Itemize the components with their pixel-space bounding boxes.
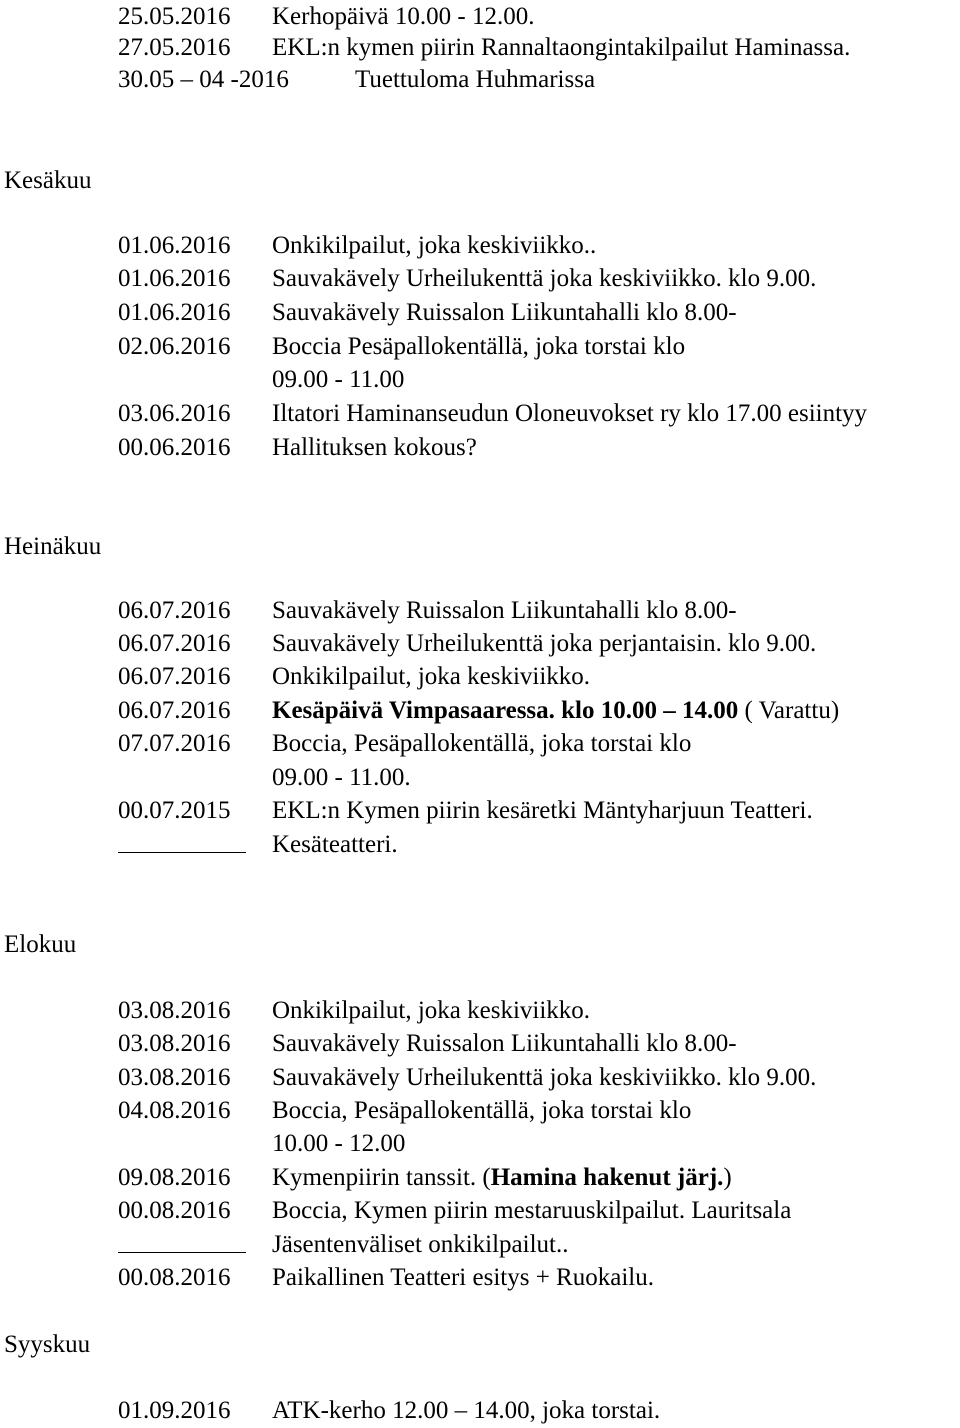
event-text-start: Kymenpiirin tanssit. ( bbox=[272, 1164, 491, 1191]
event-text: Kerhopäivä 10.00 - 12.00. bbox=[272, 3, 535, 30]
event-text: Iltatori Haminanseudun Oloneuvokset ry klo 17.00 esiintyy bbox=[272, 400, 868, 427]
event-text: Onkikilpailut, joka keskiviikko. bbox=[272, 663, 591, 690]
event-text: Kesäteatteri. bbox=[272, 831, 398, 858]
event-text: 09.00 - 11.00. bbox=[272, 764, 411, 791]
event-text: EKL:n Kymen piirin kesäretki Mäntyharjuun Teatteri. bbox=[272, 797, 813, 824]
event-date: 00.06.2016 bbox=[118, 434, 231, 461]
event-text: Sauvakävely Urheilukenttä joka keskiviikko. klo 9.00. bbox=[272, 265, 817, 292]
event-text: Boccia Pesäpallokentällä, joka torstai klo bbox=[272, 333, 686, 360]
blank-underline bbox=[118, 828, 246, 853]
event-text-rest: ( Varattu) bbox=[738, 697, 840, 724]
event-text: Sauvakävely Ruissalon Liikuntahalli klo 8.00- bbox=[272, 299, 737, 326]
month-heading-august: Elokuu bbox=[4, 931, 77, 958]
event-date: 06.07.2016 bbox=[118, 597, 231, 624]
event-text: ATK-kerho 12.00 – 14.00, joka torstai. bbox=[272, 1397, 661, 1424]
event-text-bold: Hamina hakenut järj. bbox=[490, 1164, 724, 1191]
event-date: 06.07.2016 bbox=[118, 697, 231, 724]
event-date: 27.05.2016 bbox=[118, 34, 231, 61]
event-text: Tuettuloma Huhmarissa bbox=[355, 66, 596, 93]
event-text: Paikallinen Teatteri esitys + Ruokailu. bbox=[272, 1264, 654, 1291]
event-date: 03.08.2016 bbox=[118, 997, 231, 1024]
event-date: 03.06.2016 bbox=[118, 400, 231, 427]
month-heading-june: Kesäkuu bbox=[4, 167, 92, 194]
event-text: 10.00 - 12.00 bbox=[272, 1130, 406, 1157]
event-text: Sauvakävely Urheilukenttä joka keskiviikko. klo 9.00. bbox=[272, 1064, 817, 1091]
event-text: Boccia, Pesäpallokentällä, joka torstai klo bbox=[272, 1097, 692, 1124]
event-date: 06.07.2016 bbox=[118, 663, 231, 690]
event-text-bold: Kesäpäivä Vimpasaaressa. klo 10.00 – 14.00 bbox=[272, 697, 739, 724]
date-blank bbox=[118, 1228, 246, 1263]
event-date: 03.08.2016 bbox=[118, 1064, 231, 1091]
event-text bbox=[272, 694, 839, 728]
event-text: Sauvakävely Urheilukenttä joka perjantaisin. klo 9.00. bbox=[272, 630, 817, 657]
event-date: 01.09.2016 bbox=[118, 1397, 231, 1424]
event-date: 03.08.2016 bbox=[118, 1030, 231, 1057]
date-blank bbox=[118, 828, 246, 863]
event-date: 00.08.2016 bbox=[118, 1264, 231, 1291]
event-text bbox=[272, 1161, 732, 1195]
event-text-tail: ) bbox=[723, 1164, 732, 1191]
event-date: 01.06.2016 bbox=[118, 265, 231, 292]
event-date: 30.05 – 04 -2016 bbox=[118, 66, 289, 93]
blank-underline bbox=[118, 1228, 246, 1253]
event-date: 01.06.2016 bbox=[118, 232, 231, 259]
month-heading-july: Heinäkuu bbox=[4, 533, 102, 560]
event-date: 06.07.2016 bbox=[118, 630, 231, 657]
event-text: Hallituksen kokous? bbox=[272, 434, 477, 461]
event-text: EKL:n kymen piirin Rannaltaongintakilpailut Haminassa. bbox=[272, 34, 851, 61]
event-date: 00.08.2016 bbox=[118, 1197, 231, 1224]
event-date: 01.06.2016 bbox=[118, 299, 231, 326]
month-heading-september: Syyskuu bbox=[4, 1331, 91, 1358]
event-date: 04.08.2016 bbox=[118, 1097, 231, 1124]
event-date: 25.05.2016 bbox=[118, 3, 231, 30]
event-text: Onkikilpailut, joka keskiviikko. bbox=[272, 997, 591, 1024]
event-text: Boccia, Pesäpallokentällä, joka torstai klo bbox=[272, 730, 692, 757]
event-text: Sauvakävely Ruissalon Liikuntahalli klo 8.00- bbox=[272, 1030, 737, 1057]
event-text: 09.00 - 11.00 bbox=[272, 366, 405, 393]
event-date: 07.07.2016 bbox=[118, 730, 231, 757]
event-text: Onkikilpailut, joka keskiviikko.. bbox=[272, 232, 597, 259]
event-date: 00.07.2015 bbox=[118, 797, 231, 824]
event-text: Sauvakävely Ruissalon Liikuntahalli klo 8.00- bbox=[272, 597, 737, 624]
event-date: 09.08.2016 bbox=[118, 1164, 231, 1191]
event-text: Boccia, Kymen piirin mestaruuskilpailut. Lauritsala bbox=[272, 1197, 792, 1224]
event-date: 02.06.2016 bbox=[118, 333, 231, 360]
event-text: Jäsentenväliset onkikilpailut.. bbox=[272, 1231, 569, 1258]
